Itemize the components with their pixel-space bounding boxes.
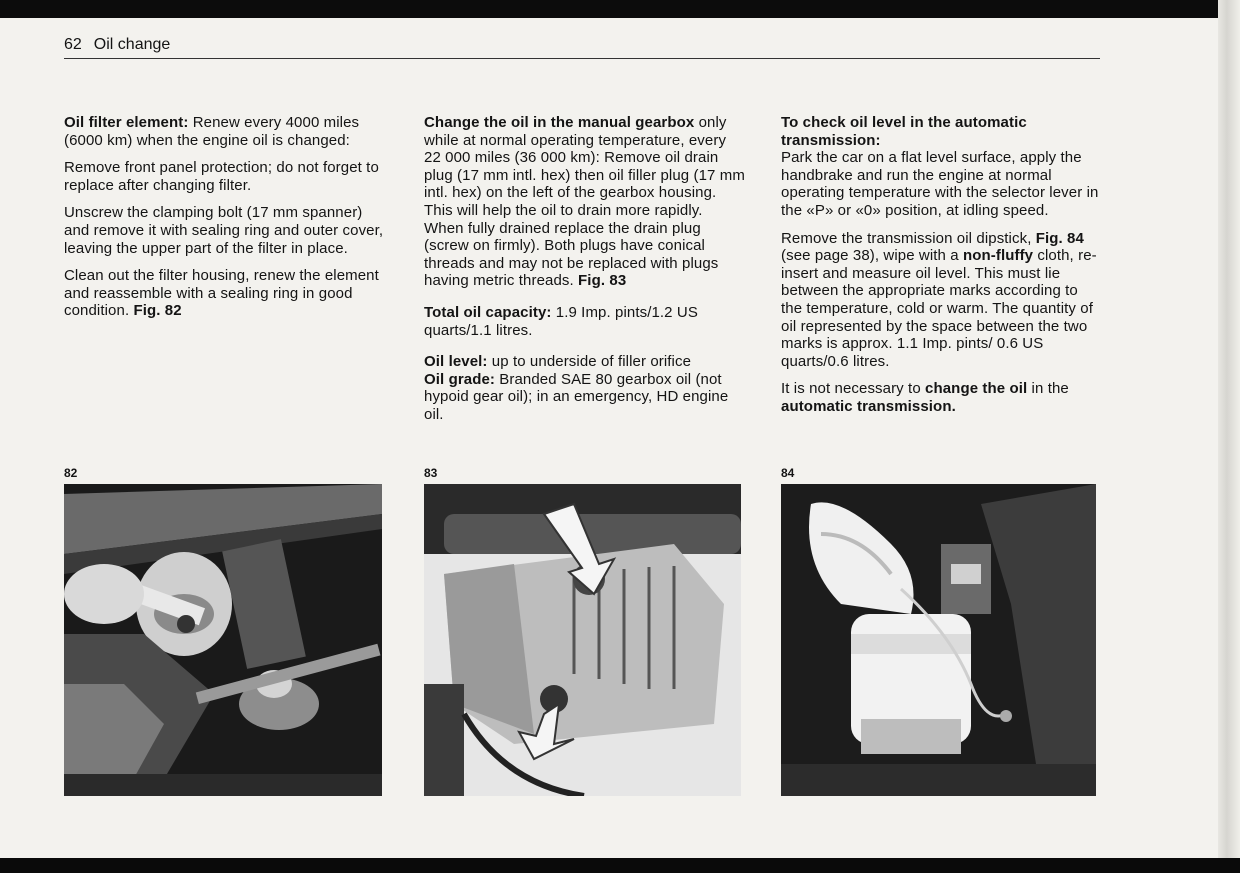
filter-housing-text: Clean out the filter housing, renew the element and reassemble with a sealing ring in good condition. (64, 267, 379, 320)
figure-number-84: 84 (781, 466, 795, 480)
oil-grade-label: Oil grade: (424, 370, 496, 388)
oil-filter-paragraph (64, 114, 386, 149)
capacity-text: 1.9 Imp. pints/1.2 US quarts/1.1 litres. (424, 303, 698, 339)
fig-ref-83: Fig. 83 (578, 272, 627, 290)
non-fluffy-label: non-fluffy (962, 247, 1034, 265)
no-change-text-b: in the (1027, 380, 1069, 398)
automatic-check-label: To check oil level in the automatic transmission: (781, 114, 1027, 149)
oil-grade-text: Branded SAE 80 gearbox oil (not hypoid gear oil); in an emergency, HD engine oil. (424, 370, 729, 423)
clamping-bolt-paragraph: Unscrew the clamping bolt (17 mm spanner) and remove it with sealing ring and outer cover, leaving the upper part of the filter in place. (64, 204, 384, 257)
front-panel-paragraph: Remove front panel protection; do not forget to replace after changing filter. (64, 159, 379, 194)
automatic-check-paragraph (781, 114, 1103, 220)
oil-level-grade-paragraph (424, 353, 746, 423)
page-header (64, 34, 1098, 56)
figure-number-82: 82 (64, 466, 78, 480)
manual-gearbox-label: Change the oil in the manual gearbox (424, 114, 695, 131)
oil-level-text: up to underside of filler orifice (487, 353, 692, 371)
fig-ref-84: Fig. 84 (1035, 229, 1084, 247)
figure-82-photo (64, 484, 382, 796)
page-title: Oil change (93, 36, 171, 53)
manual-gearbox-paragraph (424, 114, 746, 290)
no-change-text-a: It is not necessary to (781, 380, 926, 398)
capacity-label: Total oil capacity: (424, 303, 552, 321)
manual-gearbox-text: only while at normal operating temperature, every 22 000 miles (36 000 km): Remove oil drain plug (17 mm intl. hex) then oil filler plug (17 mm intl. hex) on the left of the gearbox housing. This will help the oil to drain more rapidly. When fully drained replace the drain plug (screw on firmly). Both plugs have conical threads and may not be replaced with plugs having metric threads. (424, 114, 745, 290)
page-binding-strip (1218, 0, 1240, 873)
automatic-transmission-label: automatic transmission. (781, 397, 956, 415)
scan-bottom-edge (0, 858, 1240, 873)
gearbox-photo-illustration (424, 484, 741, 796)
dipstick-paragraph (781, 230, 1103, 371)
column-left (64, 114, 386, 330)
oil-filter-photo-illustration (64, 484, 382, 796)
header-rule (64, 58, 1100, 59)
scan-top-edge (0, 0, 1240, 18)
column-middle (424, 114, 746, 434)
figure-84-photo (781, 484, 1096, 796)
figure-number-83: 83 (424, 466, 438, 480)
column-right (781, 114, 1103, 426)
oil-filter-text: Renew every 4000 miles (6000 km) when the engine oil is changed: (64, 114, 360, 149)
fig-ref-82: Fig. 82 (133, 302, 182, 320)
page-number: 62 (64, 36, 82, 53)
dipstick-text-c: cloth, re-insert and measure oil level. This must lie between the appropriate marks according to the temperature, cold or warm. The quantity of oil represented by the space between the two marks is approx. 1.1 Imp. pints/ 0.6 US quarts/0.6 litres. (781, 247, 1097, 370)
dipstick-text-b: (see page 38), wipe with a (781, 247, 963, 265)
filter-housing-paragraph (64, 267, 386, 320)
dipstick-text-a: Remove the transmission oil dipstick, (781, 229, 1036, 247)
oil-filter-label: Oil filter element: (64, 114, 189, 131)
figure-83-photo (424, 484, 741, 796)
change-oil-label: change the oil (925, 380, 1028, 398)
no-change-paragraph (781, 380, 1103, 415)
oil-level-label: Oil level: (424, 353, 488, 371)
dipstick-photo-illustration (781, 484, 1096, 796)
capacity-paragraph (424, 304, 746, 339)
automatic-check-text: Park the car on a flat level surface, apply the handbrake and run the engine at normal operating temperature with the selector lever in the «P» or «0» position, at idling speed. (781, 149, 1099, 219)
